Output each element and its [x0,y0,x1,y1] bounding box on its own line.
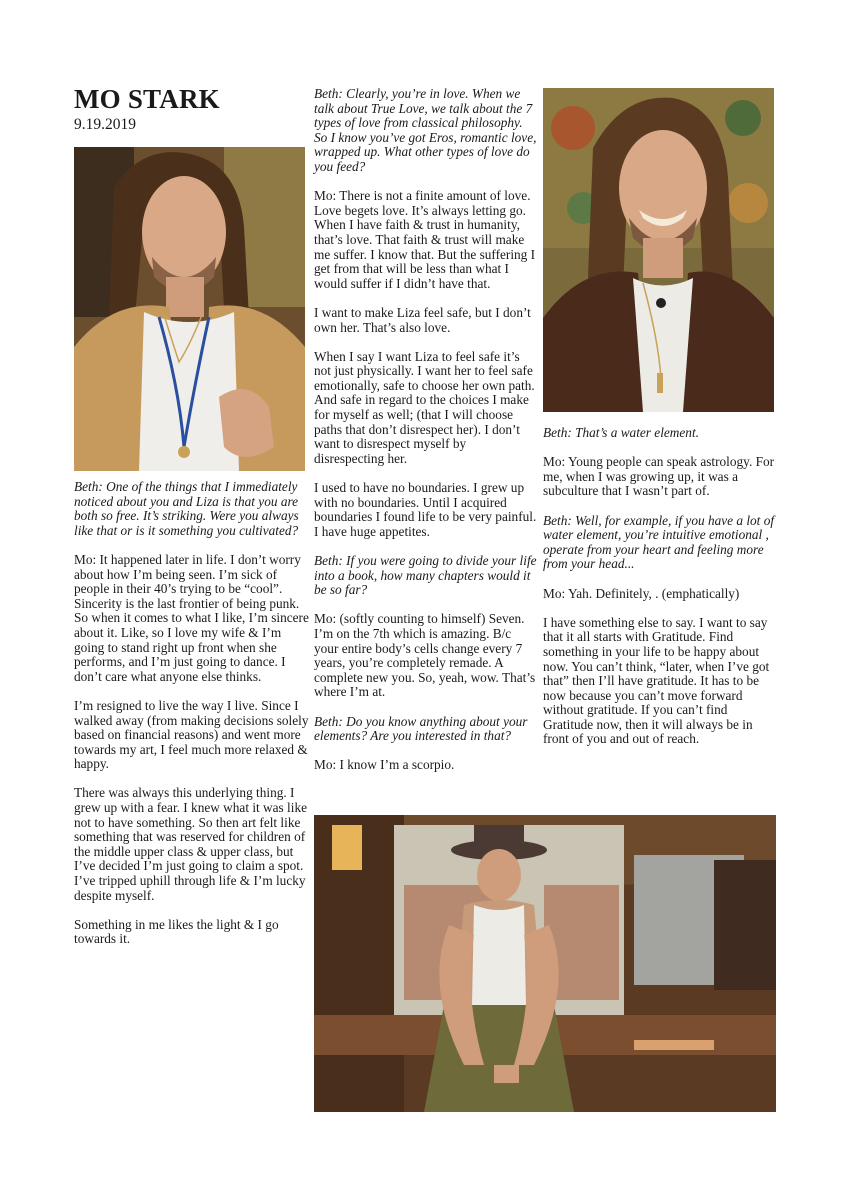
paragraph: Mo: (softly counting to himself) Seven. I’m on the 7th which is amazing. B/c your entire body’s cells change every 7 years, you’re completely remade. A complete new you. So, yeah, wow. That’s where I’m at. [314,611,536,700]
paragraph: Mo: I know I’m a scorpio. [314,757,455,773]
text-column-right [543,426,779,762]
paragraph: I have something else to say. I want to say that it all starts with Gratitude. Find something in your life to be happy about now. You can’t think, “later, when I’ve got that” then I’ll have gratitude. It has to be now because you can’t move forward without gratitude. If you can’t find Gratitude now, then it will always be in front of you and out of reach. [543,614,770,747]
paragraph: When I say I want Liza to feel safe it’s not just physically. I want her to feel safe emotionally, safe to choose her own path. And safe in regard to the choices I make for myself as well; (that I will choose paths that don’t disrespect her). I don’t want to disrespect myself by disrespecting her. [314,348,535,466]
seated-portrait-photo [314,815,776,1112]
paragraph: Beth: Well, for example, if you have a lot of water element, you’re intuitive emotional , operate from your heart and feeling more from your head... [543,512,775,572]
paragraph: Beth: Clearly, you’re in love. When we talk about True Love, we talk about the 7 types of love from classical philosophy. So I know you’ve got Eros, romantic love, wrapped up. What other types of love do you feed? [314,86,537,174]
text-column-middle [314,87,538,788]
portrait-photo-tan-jacket [74,147,305,471]
portrait-photo-leather-jacket [543,88,774,412]
article-date: 9.19.2019 [74,116,136,133]
paragraph: Something in me likes the light & I go towards it. [74,916,279,947]
paragraph: Mo: There is not a finite amount of love. Love begets love. It’s always letting go. When I have faith & trust in humanity, that’s love. That faith & trust will make me suffer. I know that. But the suffering I get from that will be less than what I would suffer if I didn’t have that. [314,188,536,291]
paragraph: Beth: Do you know anything about your elements? Are you interested in that? [314,713,528,744]
paragraph: I used to have no boundaries. I grew up with no boundaries. Until I acquired boundaries I found life to be very painful. I have huge appetites. [314,480,537,539]
paragraph: Mo: It happened later in life. I don’t worry about how I’m being seen. I’m sick of people in their 40’s trying to be “cool”. Sincerity is the last frontier of being punk. So when it comes to what I like, I’m sincere about it. Like, so I love my wife & I’m going to stand right up front when she performs, and I’m just going to dance. I don’t care what anyone else thinks. [74,551,309,684]
article-title: MO STARK [74,84,220,114]
paragraph: Beth: That’s a water element. [543,425,699,440]
paragraph: I want to make Liza feel safe, but I don’t own her. That’s also love. [314,304,531,335]
paragraph: I’m resigned to live the way I live. Since I walked away (from making decisions solely based on financial reasons) and went more towards my art, I feel much more relaxed & happy. [74,697,309,772]
paragraph: There was always this underlying thing. I grew up with a fear. I knew what it was like not to have something. So then art felt like something that was reserved for children of the middle upper class & upper class, but I’ve decided I’m just going to claim a spot. I’ve tripped uphill through life & I’m lucky despite myself. [74,785,307,903]
paragraph: Mo: Yah. Definitely, . (emphatically) [543,585,740,601]
paragraph: Beth: One of the things that I immediately noticed about you and Liza is that you are both so free. It’s striking. Were you always like that or is it something you cultivated? [74,479,299,538]
paragraph: Beth: If you were going to divide your life into a book, how many chapters would it be so far? [314,553,537,598]
text-column-left [74,480,309,962]
paragraph: Mo: Young people can speak astrology. For me, when I was growing up, it was a subculture that I wasn’t part of. [543,454,775,499]
